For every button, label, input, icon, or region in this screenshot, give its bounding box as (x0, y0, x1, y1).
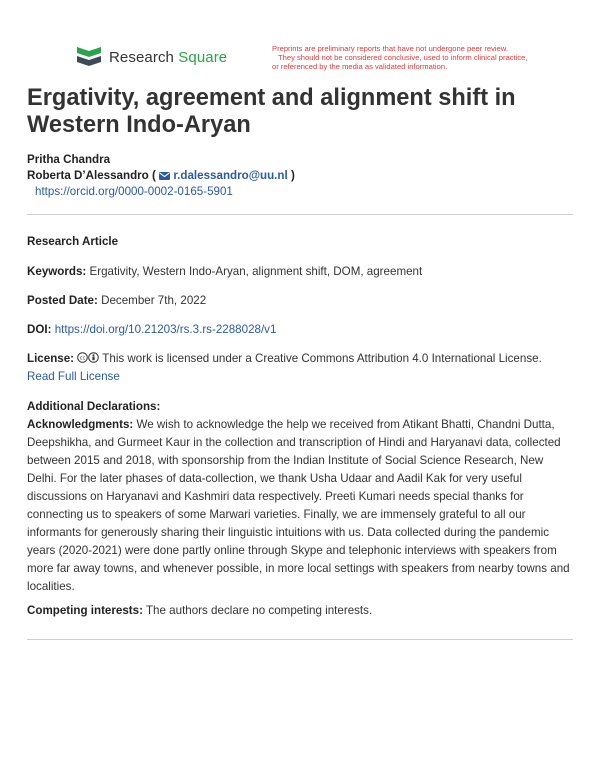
creative-commons-icon (77, 352, 88, 363)
acknowledgments-label: Acknowledgments: (27, 418, 134, 431)
author-name-corresponding: Roberta D’Alessandro ( r.dalessandro@uu.nl ) (27, 169, 295, 182)
acknowledgments-paragraph (27, 416, 575, 596)
preprint-notice-line: They should not be considered conclusive, used to inform clinical practice, (278, 53, 528, 62)
orcid-link[interactable]: https://orcid.org/0000-0002-0165-5901 (35, 185, 233, 198)
declarations-heading: Additional Declarations: (27, 400, 161, 413)
keywords-value: Ergativity, Western Indo-Aryan, alignment shift, DOM, agreement (89, 265, 423, 278)
preprint-notice (272, 44, 532, 71)
keywords-label: Keywords: (27, 265, 87, 278)
preprint-notice-line: Preprints are preliminary reports that have not undergone peer review. (272, 44, 508, 53)
read-full-license-link[interactable]: Read Full License (27, 370, 120, 383)
author-list (27, 152, 295, 200)
license-label: License: (27, 352, 75, 365)
attribution-icon (88, 352, 99, 363)
doi-row (27, 321, 575, 339)
author-email-link[interactable] (159, 169, 291, 182)
posted-date-row (27, 292, 575, 310)
license-text: This work is licensed under a Creative Commons Attribution 4.0 International License. (102, 352, 542, 365)
preprint-notice-line: or referenced by the media as validated information. (272, 62, 448, 71)
competing-interests-row (27, 602, 575, 620)
doi-label: DOI: (27, 323, 52, 336)
section-divider (27, 639, 573, 640)
section-divider (27, 214, 573, 215)
svg-text:cc: cc (79, 355, 86, 362)
author-name: Pritha Chandra (27, 153, 111, 166)
license-row (27, 350, 575, 386)
research-square-logo[interactable] (75, 46, 227, 68)
logo-text: Research Square (109, 48, 228, 66)
competing-interests-label: Competing interests: (27, 604, 143, 617)
competing-interests-text: The authors declare no competing interests. (145, 604, 373, 617)
keywords-row (27, 263, 575, 281)
posted-date-label: Posted Date: (27, 294, 98, 307)
posted-date-value: December 7th, 2022 (101, 294, 207, 307)
research-square-logo-icon (75, 46, 103, 68)
author-email[interactable]: r.dalessandro@uu.nl (173, 169, 288, 182)
article-type: Research Article (27, 235, 119, 248)
acknowledgments-text: We wish to acknowledge the help we received from Atikant Bhatti, Chandni Dutta, Deepshikha, and Gurmeet Kaur in the collection and transcription of Hindi and Haryanavi data, collected between 2015 and 2018, with sponsorship from the Indian Institute of Social Science Research, New Delhi. For the later phases of data-collection, we thank Usha Udaar and Aadil Kak for very useful discussions on Haryanavi and Kashmiri data respectively. Preeti Kumari needs special thanks for connecting us to speakers of some Marwari varieties. Finally, we are immensely grateful to all our informants for generously sharing their linguistic intuitions with us. Data collected during the pandemic years (2020-2021) were done partly online through Skype and telephonic interviews with speakers from more far away towns, and whenever possible, in more local settings with speakers from nearby towns and localities. (27, 418, 570, 593)
doi-link[interactable]: https://doi.org/10.21203/rs.3.rs-2288028/v1 (54, 323, 277, 336)
envelope-icon (159, 172, 170, 180)
paper-title: Ergativity, agreement and alignment shift in Western Indo-Aryan (27, 85, 516, 138)
additional-declarations (27, 398, 575, 596)
